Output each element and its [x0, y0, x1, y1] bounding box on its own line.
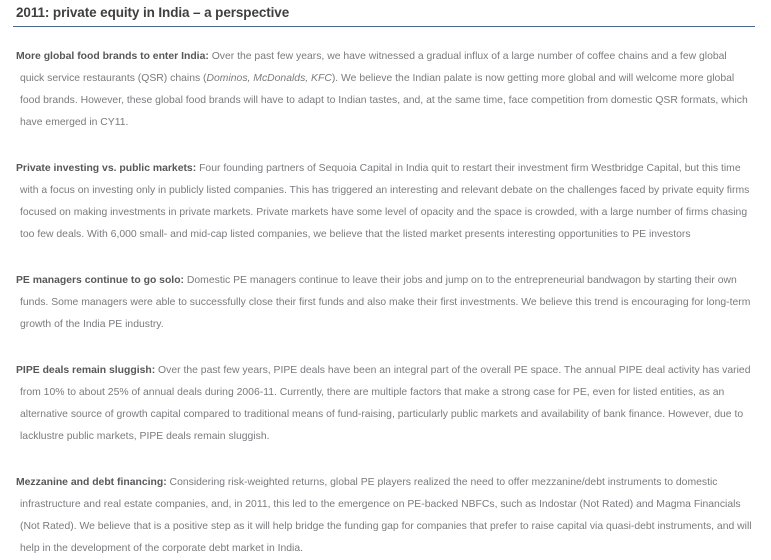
paragraph-text: Considering risk-weighted returns, global PE players realized the need to offer mezzanine/debt instruments to domestic infrastructure and real estate companies, and, in 2011, this led to the emergence on PE-backed NBFCs, such as Indostar (Not Rated) and Magma Financials (Not Rated). We believe that is a positive step as it will help bridge the funding gap for companies that prefer to raise capital via quasi-debt instruments, and will help in the development of the corporate debt market in India.	[20, 477, 752, 554]
document-body	[0, 46, 771, 560]
paragraph-text-part-2: ). We believe the Indian palate is now getting more global and will welcome more global food brands. However, these global food brands will have to adapt to Indian tastes, and, at the same time, face competition from domestic QSR formats, which have emerged in CY11.	[20, 73, 748, 128]
paragraph-lead-in: More global food brands to enter India:	[16, 51, 209, 62]
paragraph-lead-in: Mezzanine and debt financing:	[16, 477, 167, 488]
page-title: 2011: private equity in India – a perspective	[16, 5, 290, 20]
paragraph-text: Four founding partners of Sequoia Capital in India quit to restart their investment firm Westbridge Capital, but this time with a focus on investing only in publicly listed companies. This has triggered an interesting and relevant debate on the challenges faced by private equity firms focused on making investments in private markets. Private markets have some level of opacity and the space is crowded, with a large number of firms chasing too few deals. With 6,000 small- and mid-cap listed companies, we believe that the listed market presents interesting opportunities to PE investors	[20, 163, 750, 240]
paragraph-lead-in: PE managers continue to go solo:	[16, 275, 185, 286]
paragraph-text: Domestic PE managers continue to leave their jobs and jump on to the entrepreneurial bandwagon by starting their own funds. Some managers were able to successfully close their first funds and also make their first investments. We believe this trend is encouraging for long-term growth of the India PE industry.	[20, 275, 751, 330]
page-header	[0, 0, 771, 27]
paragraph-private-vs-public	[16, 158, 753, 246]
paragraph-pipe-deals	[16, 360, 753, 448]
paragraph-lead-in: Private investing vs. public markets:	[16, 163, 197, 174]
paragraph-text: Over the past few years, PIPE deals have been an integral part of the overall PE space. The annual PIPE deal activity has varied from 10% to about 25% of annual deals during 2006-11. Currently, there are multiple factors that make a strong case for PE, even for listed entities, as an alternative source of growth capital compared to traditional means of fund-raising, particularly public markets and availability of bank finance. However, due to lacklustre public markets, PIPE deals remain sluggish.	[20, 365, 751, 442]
paragraph-italic-brands: Dominos, McDonalds, KFC	[206, 73, 332, 84]
paragraph-mezzanine-debt	[16, 472, 753, 560]
paragraph-pe-managers-solo	[16, 270, 753, 336]
paragraph-text-part-1: Over the past few years, we have witnessed a gradual influx of a large number of coffee chains and a few global quick service restaurants (QSR) chains (	[20, 51, 727, 84]
paragraph-lead-in: PIPE deals remain sluggish:	[16, 365, 156, 376]
paragraph-food-brands	[16, 46, 753, 134]
title-underline-rule	[13, 26, 755, 27]
